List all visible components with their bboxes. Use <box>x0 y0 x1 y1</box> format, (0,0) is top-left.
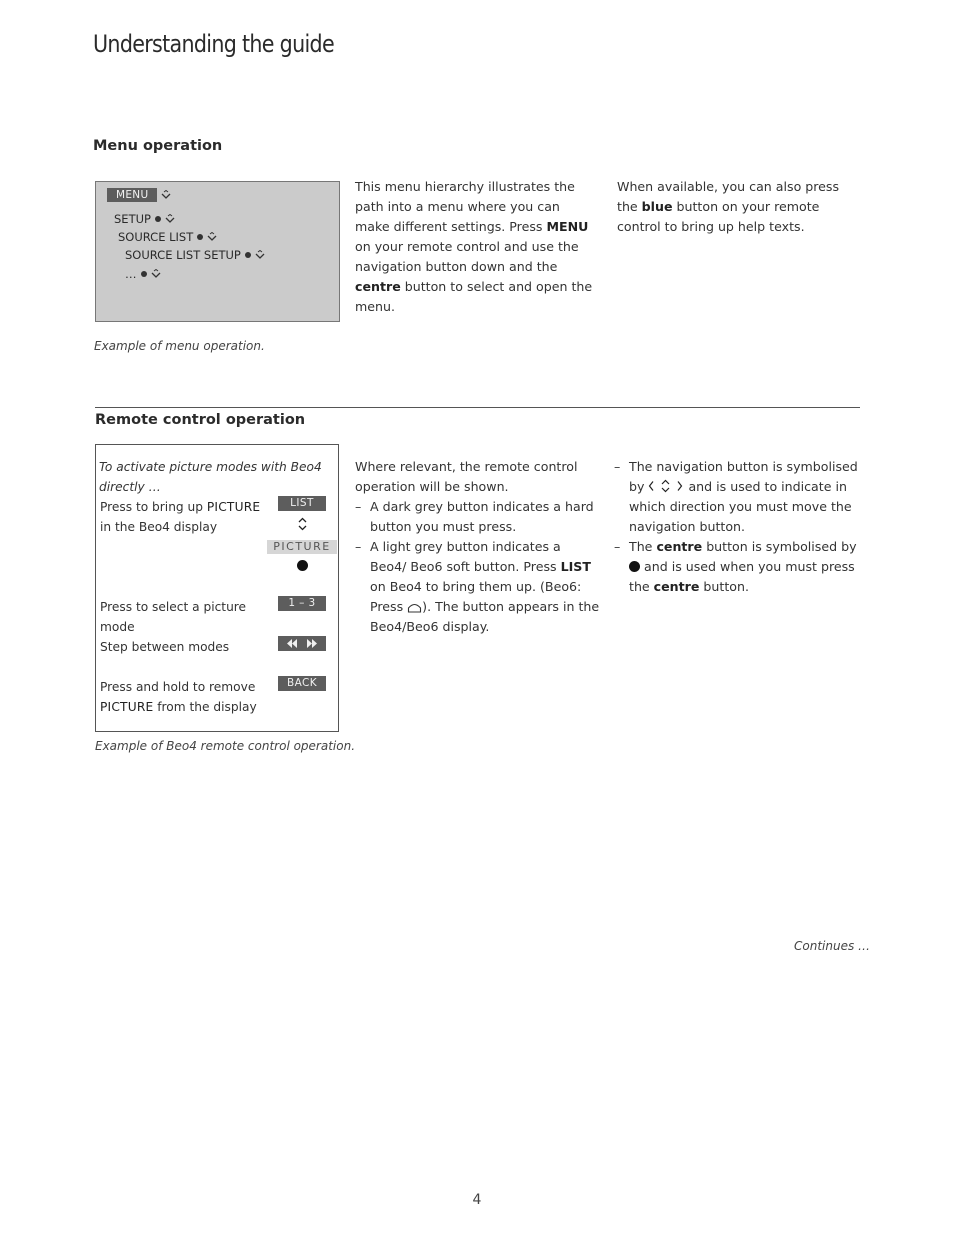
text-keyword: PICTURE <box>100 700 154 714</box>
remote-step-4 <box>100 677 270 717</box>
menu-line-label: SETUP <box>114 212 151 226</box>
page-title: Understanding the guide <box>93 30 334 58</box>
text-run: The navigation button is symbolised by <box>629 459 858 494</box>
menu-line-label: SOURCE LIST <box>118 230 194 244</box>
chevron-down-icon <box>207 232 217 243</box>
text-bold: blue <box>641 199 673 214</box>
menu-line-setup <box>114 212 175 226</box>
rewind-forward-icon <box>278 636 326 651</box>
beo6-menu-key-icon <box>407 602 422 613</box>
text-run: Press to bring up <box>100 500 207 514</box>
text-run: and is used when you must press the <box>629 559 855 594</box>
continues-note: Continues … <box>794 939 871 953</box>
text-run: This menu hierarchy illustrates the path into a menu where you can make different settings. Press <box>355 179 575 234</box>
remote-caption: Example of Beo4 remote control operation. <box>95 739 356 753</box>
text-run: button is symbolised by <box>702 539 857 554</box>
text-run: button. <box>699 579 749 594</box>
menu-tag: MENU <box>107 188 157 202</box>
text-bold: centre <box>653 579 700 594</box>
text-run: A light grey button indicates a Beo4/ Beo6 soft button. Press <box>370 539 561 574</box>
remote-step-2: Press to select a picture mode <box>100 600 247 634</box>
text-run: Press and hold to remove <box>100 680 256 694</box>
navigation-symbols-list <box>614 457 859 597</box>
list-item <box>614 537 859 597</box>
text-bold: centre <box>656 539 703 554</box>
chevron-down-icon <box>255 250 265 261</box>
text-run: from the display <box>153 700 257 714</box>
text-run: button to select and open the menu. <box>355 279 593 314</box>
menu-line-source-list <box>118 230 217 244</box>
remote-description <box>355 457 600 637</box>
centre-dot-icon <box>245 252 251 258</box>
text-bold: LIST <box>560 559 591 574</box>
centre-dot-icon <box>197 234 203 240</box>
menu-line-source-list-setup <box>125 248 265 262</box>
back-button: BACK <box>278 676 326 691</box>
menu-caption: Example of menu operation. <box>94 339 265 353</box>
centre-dot-icon <box>155 216 161 222</box>
list-button: LIST <box>278 496 326 511</box>
text-run: button on your remote control to bring up help texts. <box>617 199 820 234</box>
text-run: on your remote control and use the navigation button down and the <box>355 239 579 274</box>
list-item: – A dark grey button indicates a hard button you must press. <box>355 497 600 537</box>
text-run: in the Beo4 display <box>100 520 218 534</box>
navigation-button-icon <box>648 479 684 493</box>
text-run: When available, you can also press the <box>617 179 840 214</box>
menu-description <box>355 177 595 317</box>
chevron-down-icon <box>151 269 161 280</box>
page-number: 4 <box>472 1192 482 1208</box>
remote-step-3: Step between modes <box>100 640 230 654</box>
list-item <box>355 537 600 637</box>
menu-line-label: SOURCE LIST SETUP <box>125 248 241 262</box>
up-down-navigation-icon <box>297 517 308 531</box>
text-run: on Beo4 to bring them up. (Beo6: Press <box>370 579 582 614</box>
text-bold: MENU <box>546 219 589 234</box>
chevron-down-icon <box>161 190 171 201</box>
menu-screen-example <box>95 181 340 322</box>
centre-button-icon <box>629 561 640 572</box>
menu-line-ellipsis <box>125 267 161 281</box>
centre-dot-icon <box>141 271 147 277</box>
text-run: and is used to indicate in which direction you must move the navigation button. <box>629 479 852 534</box>
centre-button-icon <box>297 560 308 571</box>
menu-operation-heading: Menu operation <box>93 138 223 154</box>
text-run: ). The button appears in the Beo4/Beo6 display. <box>370 599 600 634</box>
number-range-button: 1 – 3 <box>278 596 326 611</box>
help-text-description <box>617 177 855 237</box>
menu-line-label: … <box>125 267 137 281</box>
section-divider <box>95 407 860 408</box>
remote-intro-text: Where relevant, the remote control operation will be shown. <box>355 459 578 494</box>
text-run: The <box>629 539 657 554</box>
text-bold: centre <box>355 279 401 294</box>
chevron-down-icon <box>165 214 175 225</box>
remote-button-types-list <box>355 497 600 637</box>
remote-intro: To activate picture modes with Beo4 directly … <box>99 460 322 494</box>
remote-operation-heading: Remote control operation <box>95 412 306 428</box>
list-item <box>614 457 859 537</box>
remote-operation-example <box>95 444 339 732</box>
text-keyword: PICTURE <box>206 500 261 514</box>
picture-soft-button: PICTURE <box>267 540 337 554</box>
remote-step-1 <box>100 497 270 537</box>
rewind-forward-button <box>278 636 326 651</box>
menu-line-menu <box>107 188 171 202</box>
